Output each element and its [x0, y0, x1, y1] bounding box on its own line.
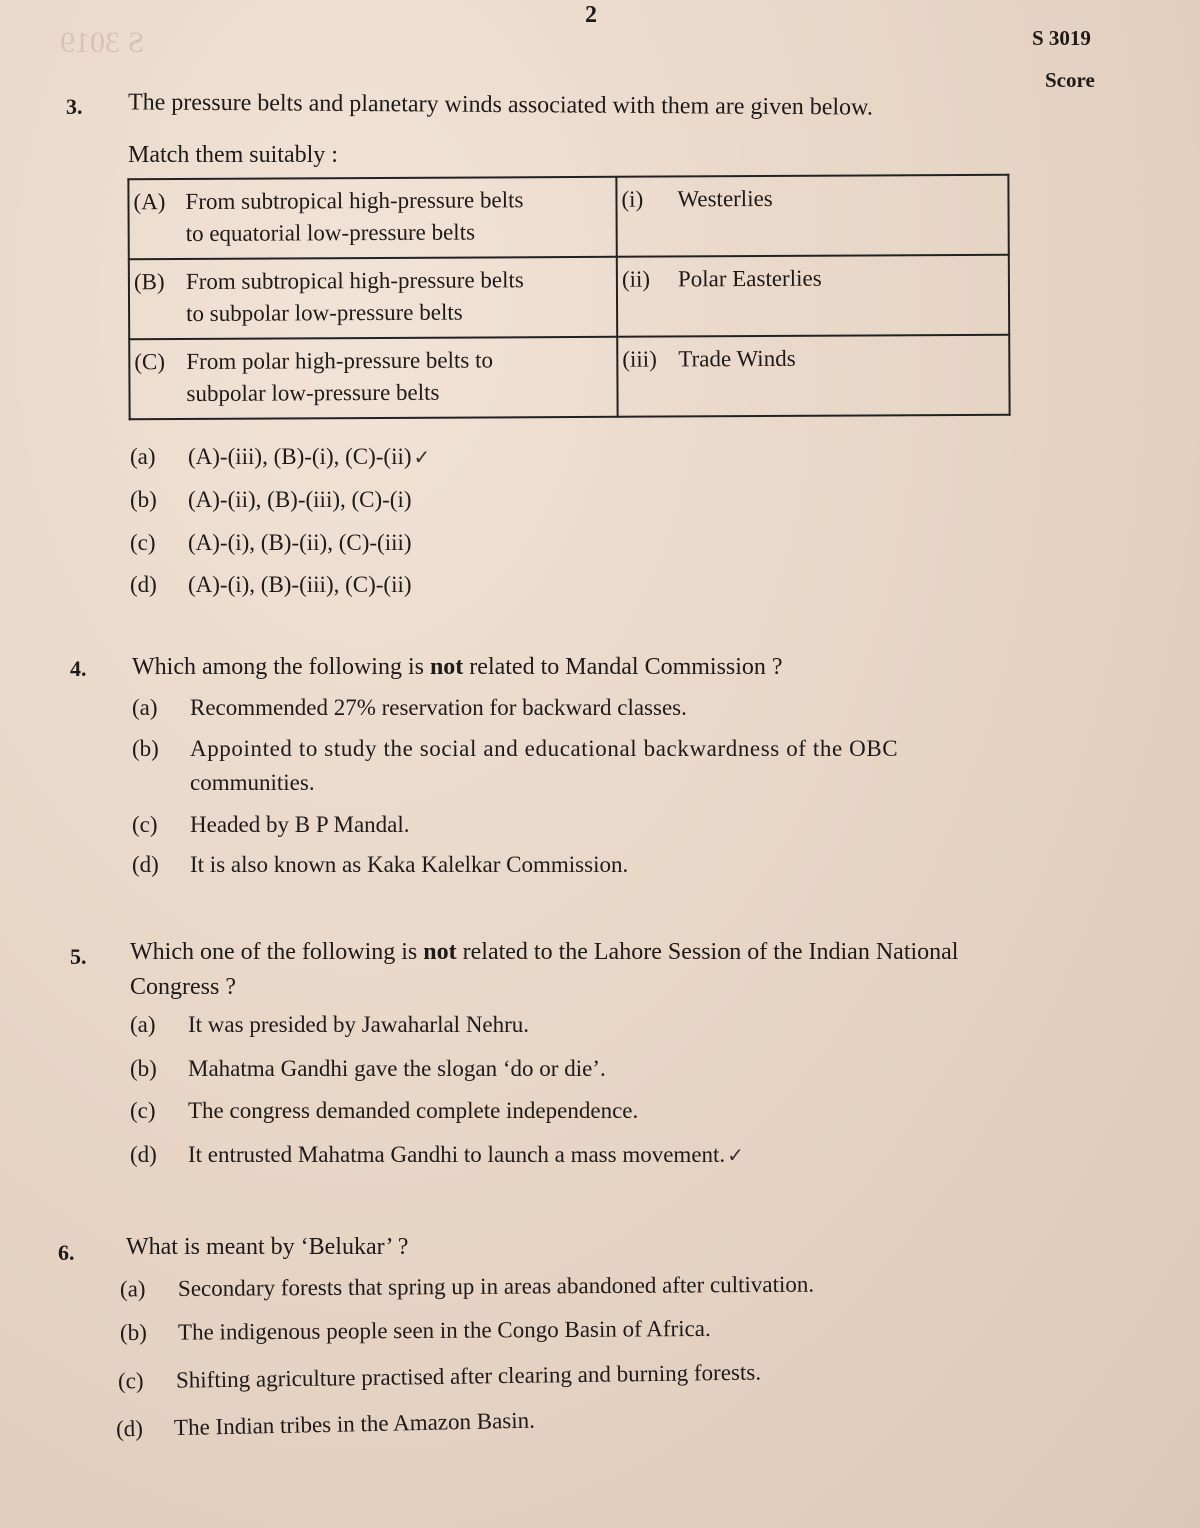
option-label: (b) [130, 487, 157, 512]
option-text: (A)-(iii), (B)-(i), (C)-(ii) [188, 444, 412, 469]
match-left-a [128, 177, 616, 260]
match-table [127, 174, 1010, 421]
option-text: Secondary forests that spring up in areas abandoned after cultivation. [177, 1271, 815, 1302]
option-text: Recommended 27% reservation for backward classes. [190, 695, 687, 720]
option-label: (c) [130, 1098, 156, 1123]
option-label: (d) [115, 1415, 144, 1442]
question-4-number: 4. [70, 656, 87, 681]
page-number: 2 [585, 2, 597, 28]
question-3-number: 3. [66, 94, 83, 119]
q3-option-b [130, 487, 412, 513]
option-text: Headed by B P Mandal. [190, 812, 410, 837]
bleed-through-text: S 3019 [60, 26, 145, 59]
question-5-number: 5. [70, 944, 87, 969]
q5-option-d [130, 1142, 744, 1168]
q4-option-c [132, 812, 410, 838]
option-text: It was presided by Jawaharlal Nehru. [188, 1012, 530, 1037]
option-label: (c) [117, 1368, 144, 1394]
match-left-label: (A) [133, 189, 166, 215]
q6-option-a [120, 1272, 814, 1303]
question-text: related to Mandal Commission ? [463, 654, 783, 680]
emphasis-not: not [429, 654, 464, 680]
match-row-c [129, 335, 1009, 420]
match-left-text-line2: subpolar low-pressure belts [186, 379, 440, 407]
question-6-number: 6. [58, 1240, 75, 1265]
match-row-a [128, 175, 1008, 260]
option-label: (a) [119, 1276, 146, 1302]
q4-option-b-line2: communities. [190, 770, 315, 795]
question-5-text [130, 935, 958, 969]
option-text: (A)-(i), (B)-(iii), (C)-(ii) [188, 572, 412, 597]
checkmark-icon: ✓ [413, 447, 431, 469]
option-text: Shifting agriculture practised after clearing and burning forests. [175, 1359, 762, 1393]
question-text: Which among the following is [132, 654, 430, 680]
q5-option-c [130, 1098, 638, 1124]
option-text: Mahatma Gandhi gave the slogan ‘do or die’. [188, 1056, 606, 1081]
option-text: (A)-(i), (B)-(ii), (C)-(iii) [188, 530, 412, 555]
match-right-i [616, 175, 1008, 257]
option-label: (d) [130, 1142, 157, 1167]
option-text: It is also known as Kaka Kalelkar Commission. [190, 852, 629, 877]
match-right-iii [617, 335, 1009, 417]
question-5-text-line2: Congress ? [130, 974, 236, 1000]
match-right-text: Trade Winds [678, 345, 796, 372]
match-left-b [129, 257, 617, 340]
q3-option-a [130, 444, 430, 470]
match-right-label: (iii) [622, 346, 657, 372]
match-left-c [129, 337, 617, 420]
question-3-text: The pressure belts and planetary winds associated with them are given below. [127, 89, 873, 121]
option-text: The congress demanded complete independence. [188, 1098, 639, 1123]
match-right-text: Westerlies [677, 185, 773, 212]
question-6-text: What is meant by ‘Belukar’ ? [126, 1234, 409, 1260]
match-left-label: (C) [134, 349, 166, 375]
q5-option-b [130, 1056, 606, 1082]
q4-option-a [132, 695, 687, 721]
match-right-label: (i) [621, 186, 644, 212]
option-text: It entrusted Mahatma Gandhi to launch a mass movement. [188, 1142, 726, 1167]
option-text: The indigenous people seen in the Congo Basin of Africa. [177, 1315, 711, 1345]
option-text: (A)-(ii), (B)-(iii), (C)-(i) [188, 487, 412, 512]
q4-option-d [132, 852, 628, 878]
match-left-text: From subtropical high-pressure belts [185, 267, 524, 295]
option-label: (a) [130, 444, 156, 469]
question-3-instruction: Match them suitably : [128, 142, 338, 168]
option-label: (b) [130, 1056, 157, 1081]
q5-option-a [130, 1012, 529, 1038]
q6-option-c [118, 1360, 761, 1395]
option-label: (d) [132, 852, 159, 877]
match-left-text: From subtropical high-pressure belts [185, 187, 524, 215]
option-label: (a) [132, 695, 158, 720]
match-right-label: (ii) [621, 266, 651, 292]
option-label: (a) [130, 1012, 156, 1037]
option-label: (b) [132, 736, 159, 761]
match-row-b [129, 255, 1009, 340]
q3-option-c [130, 530, 412, 556]
paper-code: S 3019 [1032, 26, 1091, 50]
match-left-text-line2: to equatorial low-pressure belts [185, 219, 476, 247]
emphasis-not: not [423, 939, 457, 965]
checkmark-icon: ✓ [727, 1145, 744, 1167]
option-label: (c) [132, 812, 158, 837]
question-text: related to the Lahore Session of the Indian National [456, 939, 959, 965]
q3-option-d [130, 572, 412, 598]
q6-option-d [116, 1408, 535, 1443]
option-label: (c) [130, 530, 156, 555]
match-right-ii [617, 255, 1009, 337]
option-label: (d) [130, 572, 157, 597]
match-left-text-line2: to subpolar low-pressure belts [186, 299, 463, 327]
match-left-label: (B) [133, 269, 165, 295]
option-text: Appointed to study the social and educational backwardness of the OBC [190, 736, 899, 761]
option-label: (b) [119, 1319, 147, 1346]
question-4-text [132, 650, 783, 684]
score-label: Score [1045, 68, 1095, 92]
q6-option-b [120, 1316, 711, 1346]
match-left-text: From polar high-pressure belts to [186, 347, 494, 375]
question-text: Which one of the following is [130, 939, 424, 965]
option-text: The Indian tribes in the Amazon Basin. [173, 1407, 536, 1441]
q4-option-b [132, 736, 898, 762]
match-right-text: Polar Easterlies [677, 265, 822, 292]
